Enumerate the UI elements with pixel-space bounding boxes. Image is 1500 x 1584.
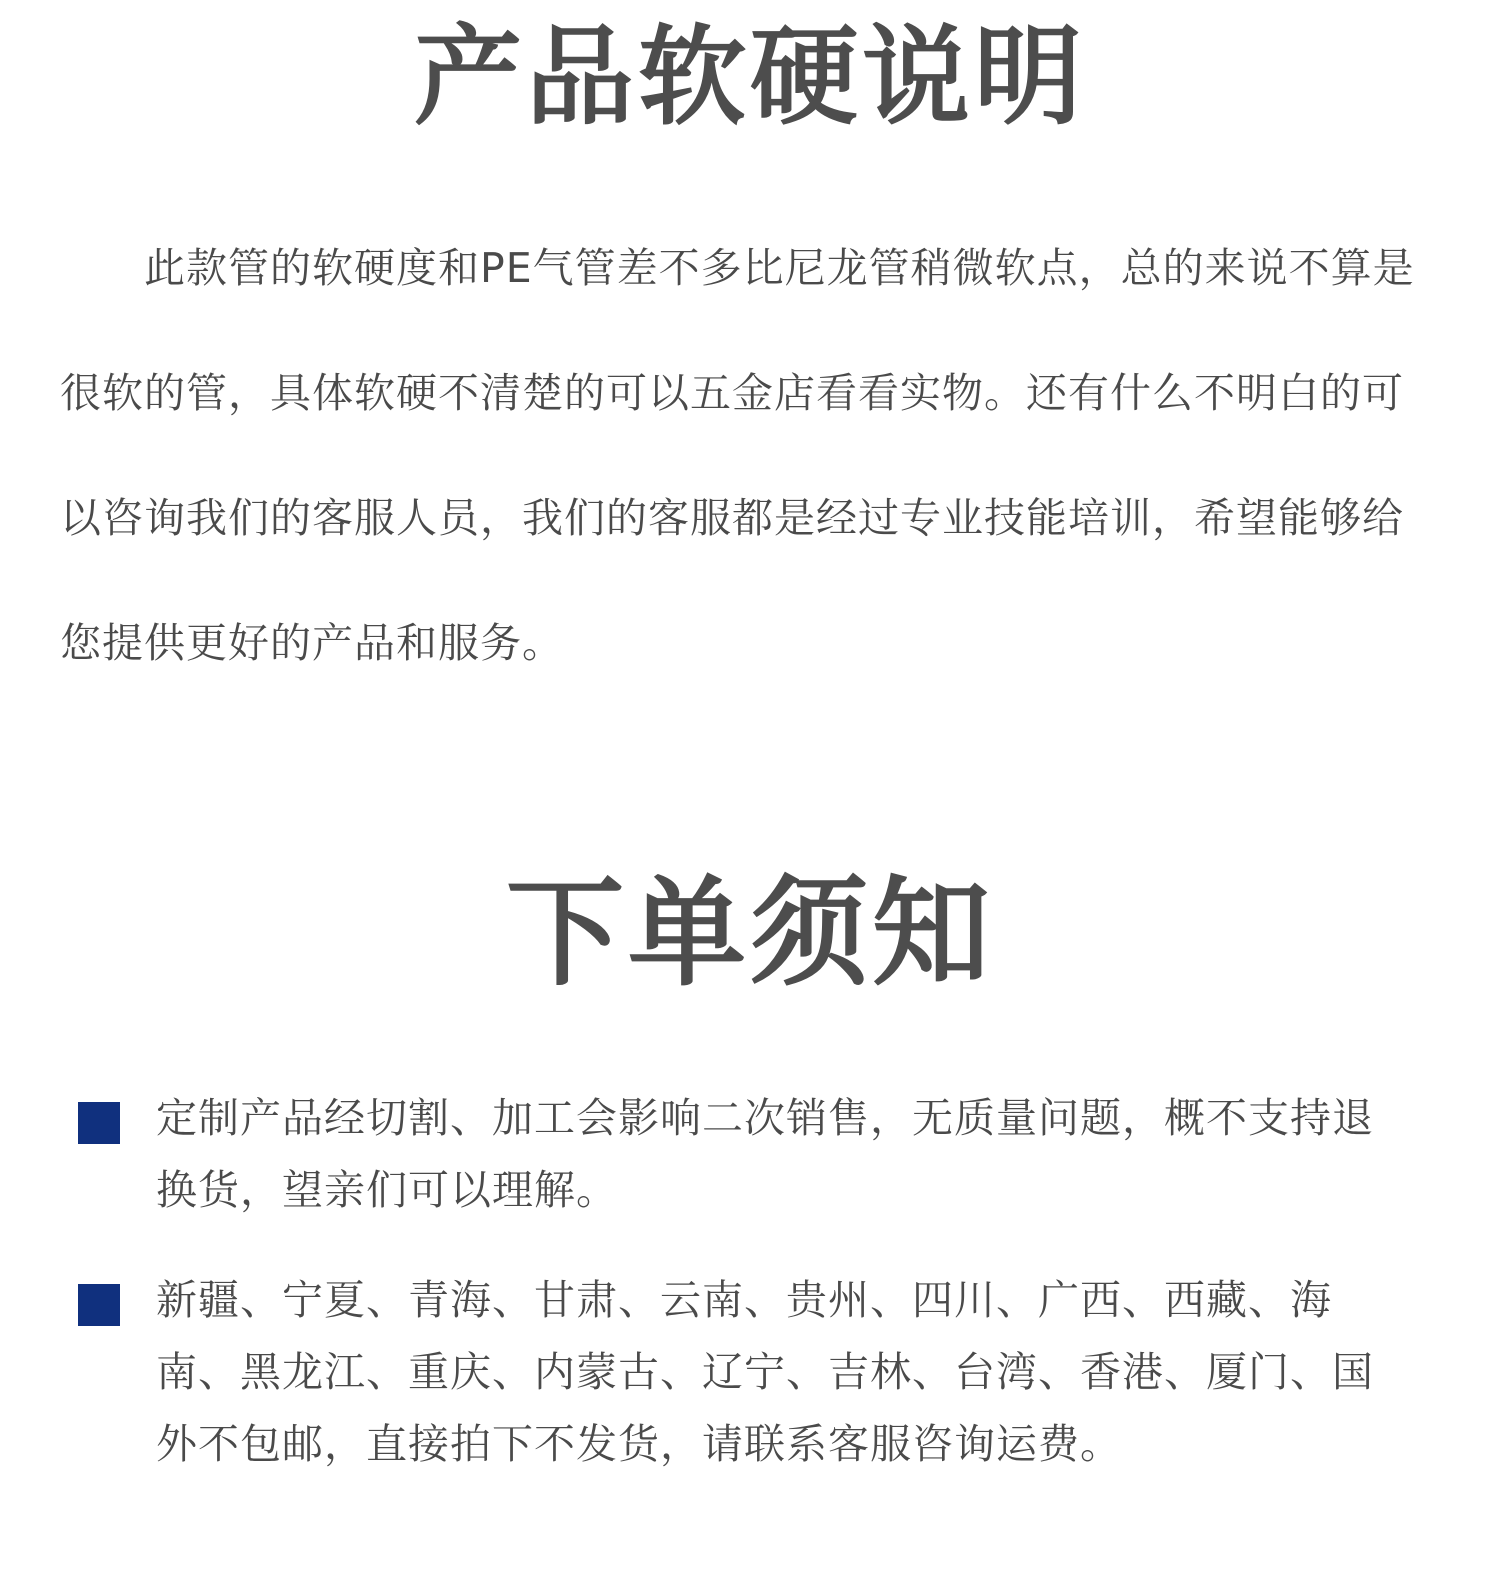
order-notice-title: 下单须知 [505,864,994,1002]
hardness-description: 此款管的软硬度和PE气管差不多比尼龙管稍微软点，总的来说不算是很软的管，具体软硬不清楚的可以五金店看看实物。还有什么不明白的可以咨询我们的客服人员，我们的客服都是经过专业技能培训，希望能够给您提供更好的产品和服务。 [60,244,1415,667]
hardness-section-title: 产品软硬说明 [413,15,1086,140]
square-bullet-icon [78,1102,120,1144]
notice-text: 定制产品经切割、加工会影响二次销售，无质量问题，概不支持退换货，望亲们可以理解。 [156,1094,1374,1214]
square-bullet-icon [78,1284,120,1326]
notice-text: 新疆、宁夏、青海、甘肃、云南、贵州、四川、广西、西藏、海南、黑龙江、重庆、内蒙古、辽宁、吉林、台湾、香港、厦门、国外不包邮，直接拍下不发货，请联系客服咨询运费。 [156,1276,1374,1468]
